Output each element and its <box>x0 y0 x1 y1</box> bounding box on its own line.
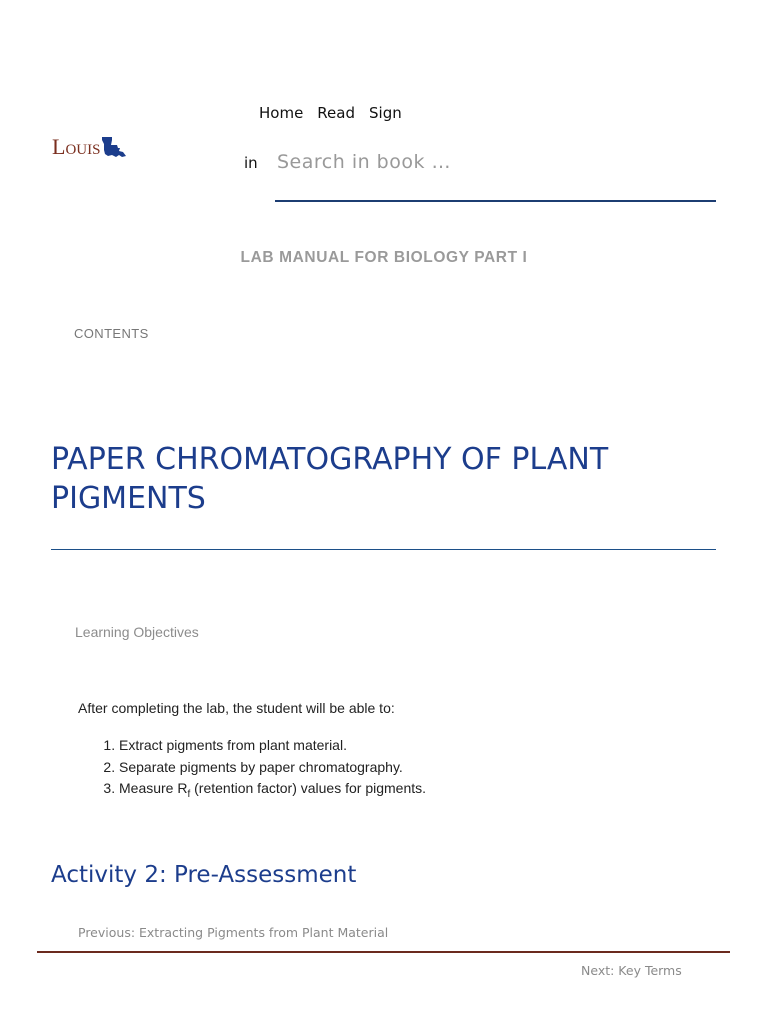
page-title: PAPER CHROMATOGRAPHY OF PLANT PIGMENTS <box>51 442 609 516</box>
list-item-text: (retention factor) values for pigments. <box>190 780 427 796</box>
book-title[interactable]: LAB MANUAL FOR BIOLOGY PART I <box>240 249 528 266</box>
list-item-text: Measure R <box>119 780 188 796</box>
nav-sign-in-link-wrap[interactable]: in <box>244 154 258 172</box>
louis-logo[interactable] <box>52 130 152 160</box>
nav-home-link[interactable]: Home <box>259 104 304 122</box>
list-item: 2. Separate pigments by paper chromatography. <box>119 757 426 779</box>
search-box <box>275 142 716 202</box>
next-page-link[interactable]: Next: Key Terms <box>581 963 682 978</box>
list-item <box>119 778 426 805</box>
nav-read-link[interactable]: Read <box>317 104 355 122</box>
list-item: 1. Extract pigments from plant material. <box>119 735 426 757</box>
subscript: f <box>187 788 191 800</box>
activity-heading: Activity 2: Pre-Assessment <box>51 862 357 888</box>
louisiana-state-icon <box>101 136 127 158</box>
search-input[interactable] <box>275 142 716 182</box>
footer-divider <box>37 951 730 953</box>
learning-objectives-intro: After completing the lab, the student will be able to: <box>78 700 395 716</box>
top-nav <box>259 104 402 122</box>
title-divider <box>51 549 716 550</box>
learning-objectives-list <box>78 735 426 805</box>
contents-toggle[interactable]: CONTENTS <box>74 326 149 341</box>
logo-text: Louis <box>52 134 101 159</box>
nav-sign-in-link[interactable]: Sign <box>369 104 402 122</box>
previous-page-link[interactable]: Previous: Extracting Pigments from Plant Material <box>78 925 389 940</box>
learning-objectives-heading: Learning Objectives <box>75 624 199 640</box>
